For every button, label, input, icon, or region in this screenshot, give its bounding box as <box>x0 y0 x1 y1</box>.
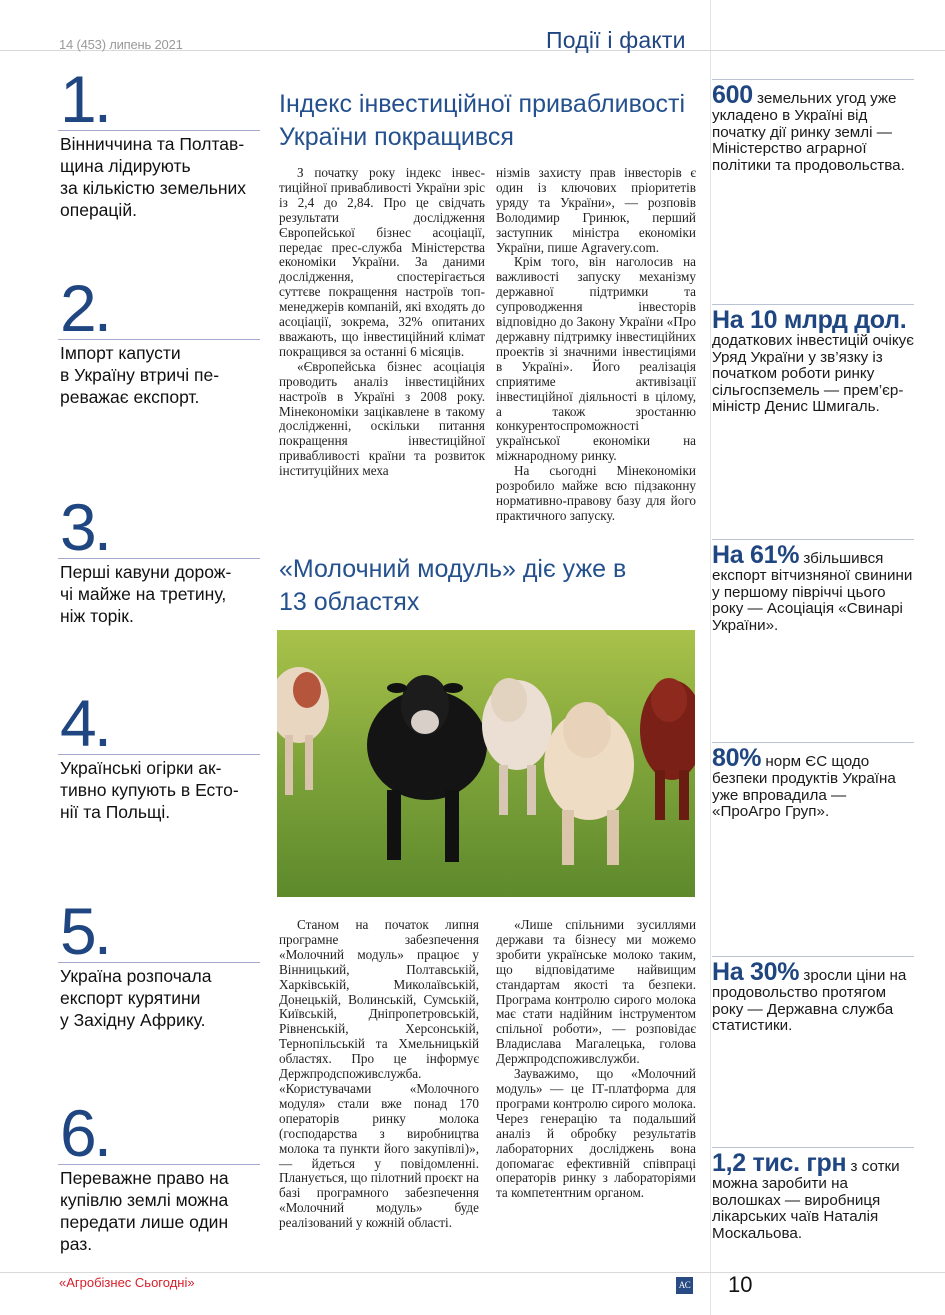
fact-text: Перші кавуни дорож- чі майже на третину, ніж торік. <box>60 562 232 626</box>
article-headline: «Молочний модуль» діє уже в 13 областях <box>279 555 627 616</box>
stat-highlight: 80% <box>712 744 762 772</box>
numbered-fact <box>60 271 262 408</box>
stat-highlight: На 61% <box>712 541 800 569</box>
stat-highlight: На 30% <box>712 958 800 986</box>
article-headline: Індекс інвестиційної привабливості України покращився <box>279 90 685 151</box>
article-column <box>279 918 479 1231</box>
numbered-fact <box>60 1096 262 1255</box>
numbered-fact <box>60 490 262 627</box>
fact-text: Переважне право на купівлю землі можна передати лише один раз. <box>60 1168 229 1254</box>
stat-rule <box>712 79 914 80</box>
column-divider <box>710 0 711 1315</box>
fact-number: 5. <box>60 894 110 968</box>
stat-rule <box>712 304 914 305</box>
stat-fact <box>712 956 914 1035</box>
fact-number: 2. <box>60 271 110 345</box>
numbered-fact <box>60 894 262 1031</box>
publication-logo: AC <box>676 1277 693 1294</box>
cows-photo-icon <box>277 630 695 897</box>
article-column <box>496 918 696 1201</box>
stat-rule <box>712 539 914 540</box>
issue-info: 14 (453) липень 2021 <box>59 37 183 52</box>
fact-text: Українські огірки ак- тивно купують в Есто- нії та Польщі. <box>60 758 239 822</box>
stat-highlight: На 10 млрд дол. <box>712 306 907 334</box>
fact-text: Україна розпочала експорт курятини у Західну Африку. <box>60 966 212 1030</box>
fact-number: 6. <box>60 1096 110 1170</box>
page-number: 10 <box>728 1272 753 1297</box>
stat-fact <box>712 1147 914 1242</box>
section-title: Події і факти <box>546 27 686 53</box>
stat-highlight: 600 <box>712 81 753 109</box>
stat-rule <box>712 742 914 743</box>
stat-fact <box>712 742 914 821</box>
paragraph: нізмів захисту прав інвесторів є один із ключових пріоритетів уряду та України», — розповів Володимир Гринюк, перший заступник міністра економіки України, пише Agravery.com. <box>496 165 696 255</box>
stat-fact <box>712 539 914 634</box>
article-column <box>496 166 696 524</box>
publication-name: «Агробізнес Сьогодні» <box>59 1275 195 1290</box>
cows-photo <box>277 630 695 897</box>
paragraph: Крім того, він наголосив на важливості запуску механізму державної підтримки та супроводження інвесторів відповідно до Закону України «Про державну підтримку інвестиційних проектів зі значними інвестиціями в Україні». Його реалізація сприятиме активізації інвестиційної діяльності в цілому, а також зростанню конкурентоспроможності української економіки на міжнародному ринку. <box>496 254 696 464</box>
paragraph: Зауважимо, що «Молочний модуль» — це ІТ-платформа для програми контролю сирого молока. Через генерацію та подальший аналіз й обробку результатів лабораторних досліджень вона допомагає ефективній співпраці операторів ринку з лабораторіями та компетентним органом. <box>496 1066 696 1201</box>
stat-rule <box>712 1147 914 1148</box>
stat-fact <box>712 304 914 416</box>
paragraph: На сьогодні Мінекономіки розробило майже всю підзаконну нормативно-правову базу для його практичного запуску. <box>496 463 696 523</box>
stat-rule <box>712 956 914 957</box>
paragraph: Станом на початок липня програмне забезпечення «Молочний модуль» працює у Вінницький, Полтавській, Харківській, Миколаївській, Донецькій, Волинській, Сумській, Київській, Дніпропетровській, Рівненській, Херсонській, Тернопільській та Хмельницькій областях. Про це інформує Держпродспоживслужба. «Користувачами «Молочного модуля» стали вже понад 170 операторів ринку молока (господарства з виробництва молока та пункти його закупівлі)», — йдеться у повідомленні. Планується, що пілотний проєкт на базі програмного забезпечення «Молочний модуль» буде реалізований у кожній області. <box>279 917 479 1231</box>
stat-text: з сотки можна заробити на волошках — виробниця лікарських чаїв Наталія Москальова. <box>712 1158 900 1242</box>
stat-text: норм ЄС щодо безпеки продуктів Україна уже впровадила — «ПроАгро Груп». <box>712 753 896 820</box>
stat-highlight: 1,2 тис. грн <box>712 1149 847 1177</box>
fact-text: Імпорт капусти в Україну втричі пе- реважає експорт. <box>60 343 220 407</box>
paragraph: «Європейська бізнес асоціація проводить аналіз інвестиційних настроїв в Україні з 2008 року. Мінекономіки зацікавлене в такому дослідженні, оскільки питання покращення інвестиційної привабливості країни та розвиток інституційних меха <box>279 358 485 479</box>
stat-fact <box>712 79 914 174</box>
stat-text: земельних угод уже укладено в Україні від початку дії ринку землі — Міністерство аграрної політики та продовольства. <box>712 90 905 174</box>
fact-number: 3. <box>60 490 110 564</box>
numbered-fact <box>60 62 262 221</box>
article-column <box>279 166 485 479</box>
stat-text: збільшився експорт вітчизняної свинини у першому півріччі цього року — Асоціація «Свинарі України». <box>712 550 913 634</box>
footer-rule <box>0 1272 945 1273</box>
paragraph: «Лише спільними зусиллями держави та бізнесу ми можемо зробити українське молоко таким, що відповідатиме найвищим стандартам якості та безпеки. Програма контролю сирого молока має стати надійним інструментом спільної роботи», — розповідає Владислава Магалецька, голова Держпродспоживслужби. <box>496 917 696 1067</box>
paragraph: З початку року індекс інвестиційної привабливості України зріс із 2,4 до 2,84. Про це свідчать результати дослідження Європейської бізнес асоціації, передає прес-служба Міністерства економіки України. За даними дослідження, спостерігається суттєве покращення настроїв топ-менеджерів компаній, які входять до асоціації, зокрема, 32% опитаних вважають, що інвестиційний клімат покращився за останні 6 місяців. <box>279 165 485 359</box>
stat-text: додаткових інвестицій очікує Уряд України у зв’язку із початком роботи ринку сільгоспземель — прем’єр-міністр Денис Шмигаль. <box>712 332 915 415</box>
fact-number: 4. <box>60 686 110 760</box>
fact-text: Вінниччина та Полтав- щина лідирують за кількістю земельних операцій. <box>60 134 247 220</box>
numbered-fact <box>60 686 262 823</box>
fact-number: 1. <box>60 62 110 136</box>
stat-text: зросли ціни на продовольство протягом року — Державна служба статистики. <box>712 967 907 1034</box>
